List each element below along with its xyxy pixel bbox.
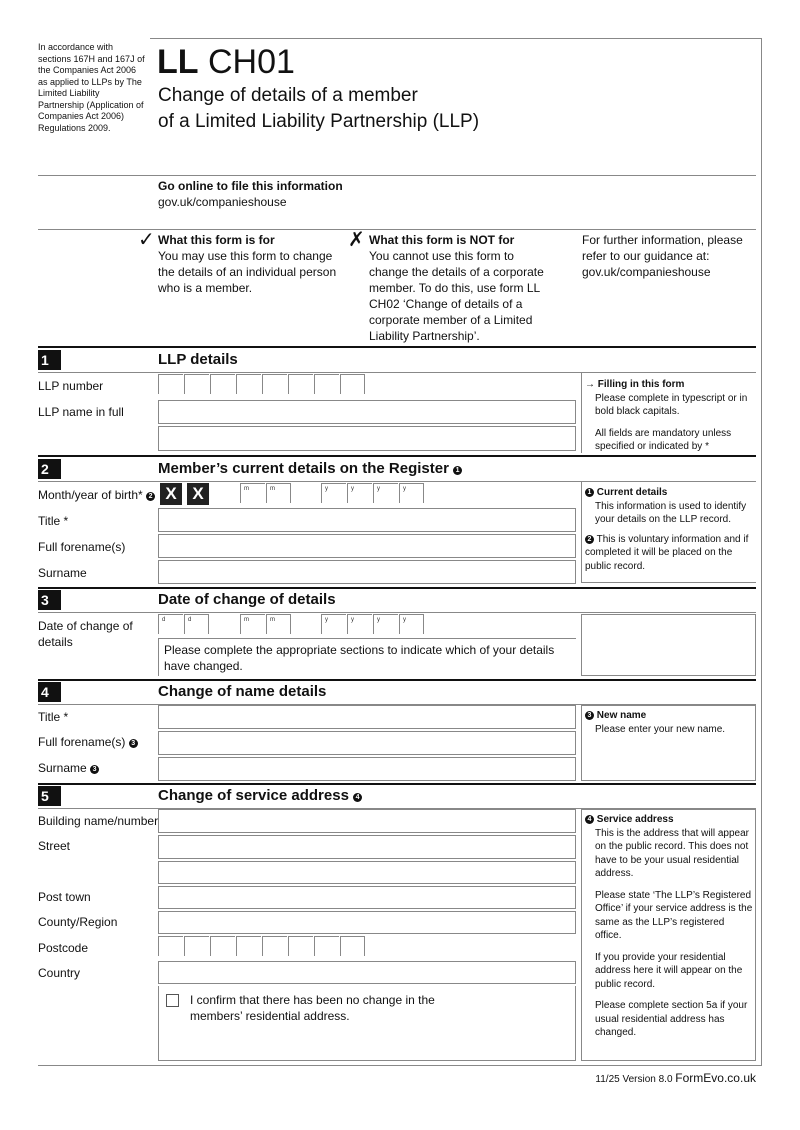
form-code-number: CH01 — [208, 43, 295, 81]
form-code-prefix: LL — [157, 43, 199, 81]
divider — [158, 638, 159, 676]
postcode-label: Postcode — [38, 941, 89, 955]
hint-filling-text: Please complete in typescript or in bold black capitals. — [595, 392, 748, 417]
hint-new-name-text: Please enter your new name. — [595, 723, 726, 735]
page-frame-top — [150, 38, 762, 39]
new-forename-label — [38, 735, 138, 749]
section-title-5-text: Change of service address — [158, 787, 349, 804]
confirm-checkbox[interactable] — [166, 994, 179, 1007]
new-title-input[interactable] — [158, 705, 576, 729]
hint-divider — [581, 582, 756, 583]
page-title-line2: of a Limited Liability Partnership (LLP) — [158, 111, 480, 132]
building-label: Building name/number — [38, 814, 159, 828]
hint-mandatory-text: All fields are mandatory unless specified or indicated by * — [595, 427, 732, 452]
current-forename-label: Full forename(s) — [38, 540, 126, 554]
divider — [38, 481, 756, 482]
online-heading: Go online to file this information — [158, 179, 343, 193]
street-input-1[interactable] — [158, 835, 576, 859]
form-not-for-title: What this form is NOT for — [369, 233, 515, 247]
form-code — [157, 42, 295, 82]
hint-service-title: Service address — [596, 814, 674, 825]
llp-name-label: LLP name in full — [38, 405, 124, 419]
current-forename-input[interactable] — [158, 534, 576, 558]
online-url[interactable]: gov.uk/companieshouse — [158, 195, 287, 209]
section-number-5: 5 — [38, 786, 61, 806]
tick-icon: ✓ — [138, 229, 155, 251]
hint-filling-title: Filling in this form — [597, 379, 685, 390]
note-2-icon: 2 — [146, 492, 155, 501]
hint-empty-box — [581, 614, 756, 676]
page-title-line1: Change of details of a member — [158, 85, 418, 106]
dob-day-x: X — [160, 483, 182, 505]
current-title-label: Title * — [38, 514, 69, 528]
dob-label-text: Month/year of birth* — [38, 488, 143, 502]
section-number-1: 1 — [38, 350, 61, 370]
new-forename-label-text: Full forename(s) — [38, 735, 126, 749]
confirm-text: I confirm that there has been no change in the members’ residential address. — [190, 993, 435, 1023]
page-title — [158, 83, 479, 135]
hint-current-text: This information is used to identify your details on the LLP record. — [595, 500, 747, 525]
current-title-input[interactable] — [158, 508, 576, 532]
new-forename-input[interactable] — [158, 731, 576, 755]
note-1-icon: 1 — [585, 488, 594, 497]
hint-new-name — [585, 709, 753, 736]
note-3-icon: 3 — [585, 711, 594, 720]
hint-filling — [585, 378, 753, 454]
page-frame-bottom — [38, 1065, 762, 1066]
building-input[interactable] — [158, 809, 576, 833]
hint-current-details — [585, 486, 753, 573]
form-for-title: What this form is for — [158, 233, 275, 247]
section-title-2 — [158, 460, 462, 477]
date-change-label: Date of change of details — [38, 619, 133, 649]
new-surname-input[interactable] — [158, 757, 576, 781]
section-number-2: 2 — [38, 459, 61, 479]
divider — [38, 372, 756, 373]
section-divider — [38, 587, 756, 589]
llp-number-label: LLP number — [38, 379, 104, 393]
new-surname-label-text: Surname — [38, 761, 87, 775]
legal-note: In accordance with sections 167H and 167J of the Companies Act 2006 as applied to LLPs by The Limited Liability Partnership (Application of Companies Act 2006) Regulations 2009. — [38, 42, 145, 133]
hint-current-title: Current details — [596, 487, 668, 498]
hint-service-text-2: Please state ‘The LLP’s Registered Office’ if your service address is the same as the LLP’s registered office. — [595, 889, 753, 941]
divider — [38, 175, 756, 176]
divider — [158, 638, 576, 639]
section-title-2-text: Member’s current details on the Register — [158, 460, 449, 477]
hint-service-address — [585, 813, 753, 1040]
divider — [38, 612, 756, 613]
llp-name-input-1[interactable] — [158, 400, 576, 424]
hint-service-text-4: Please complete section 5a if your usual residential address has changed. — [595, 1000, 748, 1038]
footer — [560, 1071, 756, 1085]
form-for-block — [158, 232, 348, 296]
post-town-input[interactable] — [158, 886, 576, 909]
form-for-text: You may use this form to change the details of an individual person who is a member. — [158, 249, 337, 295]
hint-service-text-1: This is the address that will appear on the public record. This does not have to be your usual residential address. — [595, 827, 749, 879]
section-number-3: 3 — [38, 590, 61, 610]
section-title-5 — [158, 787, 362, 804]
note-4-icon: 4 — [353, 793, 362, 802]
country-input[interactable] — [158, 961, 576, 984]
current-surname-label: Surname — [38, 566, 87, 580]
note-3-icon: 3 — [129, 739, 138, 748]
llp-name-input-2[interactable] — [158, 426, 576, 451]
section-divider — [38, 346, 756, 348]
note-3-icon: 3 — [90, 765, 99, 774]
arrow-right-icon: → — [585, 379, 598, 390]
dob-label — [38, 488, 155, 502]
section-title-4: Change of name details — [158, 683, 327, 700]
post-town-label: Post town — [38, 890, 91, 904]
section-divider — [38, 783, 756, 785]
footer-brand: FormEvo.co.uk — [675, 1071, 756, 1085]
section-title-1: LLP details — [158, 351, 238, 368]
section-title-3: Date of change of details — [158, 591, 336, 608]
section-divider — [38, 455, 756, 457]
hint-service-text-3: If you provide your residential address here it will appear on the public record. — [595, 951, 743, 990]
county-label: County/Region — [38, 915, 118, 929]
note-1-icon: 1 — [453, 466, 462, 475]
dob-day-x: X — [187, 483, 209, 505]
note-4-icon: 4 — [585, 815, 594, 824]
new-surname-label — [38, 761, 99, 775]
page-frame-right — [761, 38, 762, 1065]
county-input[interactable] — [158, 911, 576, 934]
country-label: Country — [38, 966, 81, 980]
section3-instruction: Please complete the appropriate sections to indicate which of your details have changed. — [164, 643, 555, 673]
section-divider — [38, 679, 756, 681]
cross-icon: ✗ — [348, 229, 365, 251]
footer-version: 11/25 Version 8.0 — [595, 1074, 673, 1085]
hint-voluntary-text: This is voluntary information and if completed it will be placed on the public record. — [585, 533, 749, 572]
hint-divider — [581, 482, 582, 582]
form-not-for-block — [369, 232, 549, 344]
note-2-icon: 2 — [585, 535, 594, 544]
new-title-label: Title * — [38, 710, 69, 724]
current-surname-input[interactable] — [158, 560, 576, 584]
street-label: Street — [38, 839, 71, 853]
form-not-for-text: You cannot use this form to change the details of a corporate member. To do this, use form LL CH02 ‘Change of details of a corporate member of a Limited Liability Partnership’. — [369, 249, 544, 343]
hint-divider — [581, 373, 582, 453]
section-number-4: 4 — [38, 682, 61, 702]
street-input-2[interactable] — [158, 861, 576, 884]
hint-new-name-title: New name — [596, 710, 647, 721]
further-info: For further information, please refer to our guidance at: gov.uk/companieshouse — [582, 233, 743, 279]
